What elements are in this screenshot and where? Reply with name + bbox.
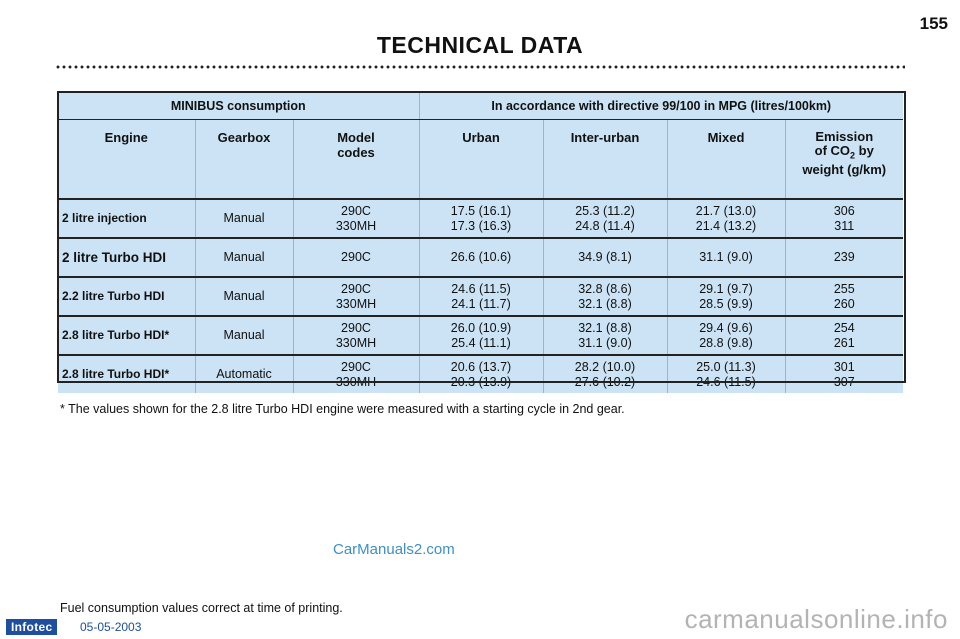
urban-cell: 26.0 (10.9) 25.4 (11.1) bbox=[419, 316, 543, 355]
emission-cell: 255 260 bbox=[785, 277, 903, 316]
gearbox-cell: Automatic bbox=[195, 355, 293, 393]
table-row bbox=[58, 316, 903, 355]
urban-cell: 20.6 (13.7) 20.3 (13.9) bbox=[419, 355, 543, 393]
page-title: TECHNICAL DATA bbox=[376, 32, 584, 58]
dotted-divider bbox=[55, 64, 905, 70]
inter-urban-cell: 28.2 (10.0) 27.6 (10.2) bbox=[543, 355, 667, 393]
gearbox-cell: Manual bbox=[195, 199, 293, 238]
mixed-cell: 29.1 (9.7) 28.5 (9.9) bbox=[667, 277, 785, 316]
model-cell: 290C 330MH bbox=[293, 199, 419, 238]
engine-cell: 2.8 litre Turbo HDI* bbox=[58, 355, 195, 393]
mixed-cell: 29.4 (9.6) 28.8 (9.8) bbox=[667, 316, 785, 355]
model-cell: 290C 330MH bbox=[293, 355, 419, 393]
inter-urban-cell: 32.1 (8.8) 31.1 (9.0) bbox=[543, 316, 667, 355]
model-cell: 290C bbox=[293, 238, 419, 277]
urban-cell: 26.6 (10.6) bbox=[419, 238, 543, 277]
minibus-consumption-header: MINIBUS consumption bbox=[58, 92, 419, 120]
mixed-cell: 21.7 (13.0) 21.4 (13.2) bbox=[667, 199, 785, 238]
directive-header: In accordance with directive 99/100 in MPG (litres/100km) bbox=[419, 92, 903, 120]
engine-cell: 2 litre Turbo HDI bbox=[58, 238, 195, 277]
table-row bbox=[58, 238, 903, 277]
inter-urban-cell: 34.9 (8.1) bbox=[543, 238, 667, 277]
column-mixed: Mixed bbox=[667, 120, 785, 200]
gearbox-cell: Manual bbox=[195, 316, 293, 355]
fuel-consumption-note: Fuel consumption values correct at time of printing. bbox=[60, 601, 343, 615]
engine-cell: 2 litre injection bbox=[58, 199, 195, 238]
column-model-codes: Model codes bbox=[293, 120, 419, 200]
column-inter-urban: Inter-urban bbox=[543, 120, 667, 200]
column-gearbox: Gearbox bbox=[195, 120, 293, 200]
model-cell: 290C 330MH bbox=[293, 277, 419, 316]
engine-cell: 2.2 litre Turbo HDI bbox=[58, 277, 195, 316]
emission-cell: 239 bbox=[785, 238, 903, 277]
emission-cell: 301 307 bbox=[833, 359, 855, 389]
mixed-cell: 31.1 (9.0) bbox=[667, 238, 785, 277]
column-urban: Urban bbox=[419, 120, 543, 200]
emission-cell: 254 261 bbox=[785, 316, 903, 355]
inter-urban-cell: 32.8 (8.6) 32.1 (8.8) bbox=[543, 277, 667, 316]
footnote: * The values shown for the 2.8 litre Turbo HDI engine were measured with a starting cycle in 2nd gear. bbox=[60, 402, 625, 416]
mixed-cell: 25.0 (11.3) 24.6 (11.5) bbox=[667, 355, 785, 393]
column-emission: Emission of $CO_2$ by weight (g/km) bbox=[785, 120, 903, 200]
emission-cell: 306 311 bbox=[785, 199, 903, 238]
gearbox-cell: Manual bbox=[195, 238, 293, 277]
page-number: 155 bbox=[919, 14, 948, 33]
infotec-badge: Infotec bbox=[6, 619, 57, 635]
engine-cell: 2.8 litre Turbo HDI* bbox=[58, 316, 195, 355]
table-row bbox=[58, 277, 903, 316]
gearbox-cell: Manual bbox=[195, 277, 293, 316]
column-engine: Engine bbox=[58, 120, 195, 200]
urban-cell: 17.5 (16.1) 17.3 (16.3) bbox=[419, 199, 543, 238]
consumption-table bbox=[58, 92, 903, 393]
watermark-carmanualsonline: carmanualsonline.info bbox=[684, 604, 948, 634]
inter-urban-cell: 25.3 (11.2) 24.8 (11.4) bbox=[543, 199, 667, 238]
table-row bbox=[58, 355, 903, 393]
print-date: 05-05-2003 bbox=[80, 620, 142, 634]
urban-cell: 24.6 (11.5) 24.1 (11.7) bbox=[419, 277, 543, 316]
table-row bbox=[58, 199, 903, 238]
model-cell: 290C 330MH bbox=[293, 316, 419, 355]
table-top-header bbox=[58, 92, 903, 120]
watermark-carmanuals2: CarManuals2.com bbox=[333, 541, 455, 558]
table-column-header bbox=[58, 120, 903, 200]
